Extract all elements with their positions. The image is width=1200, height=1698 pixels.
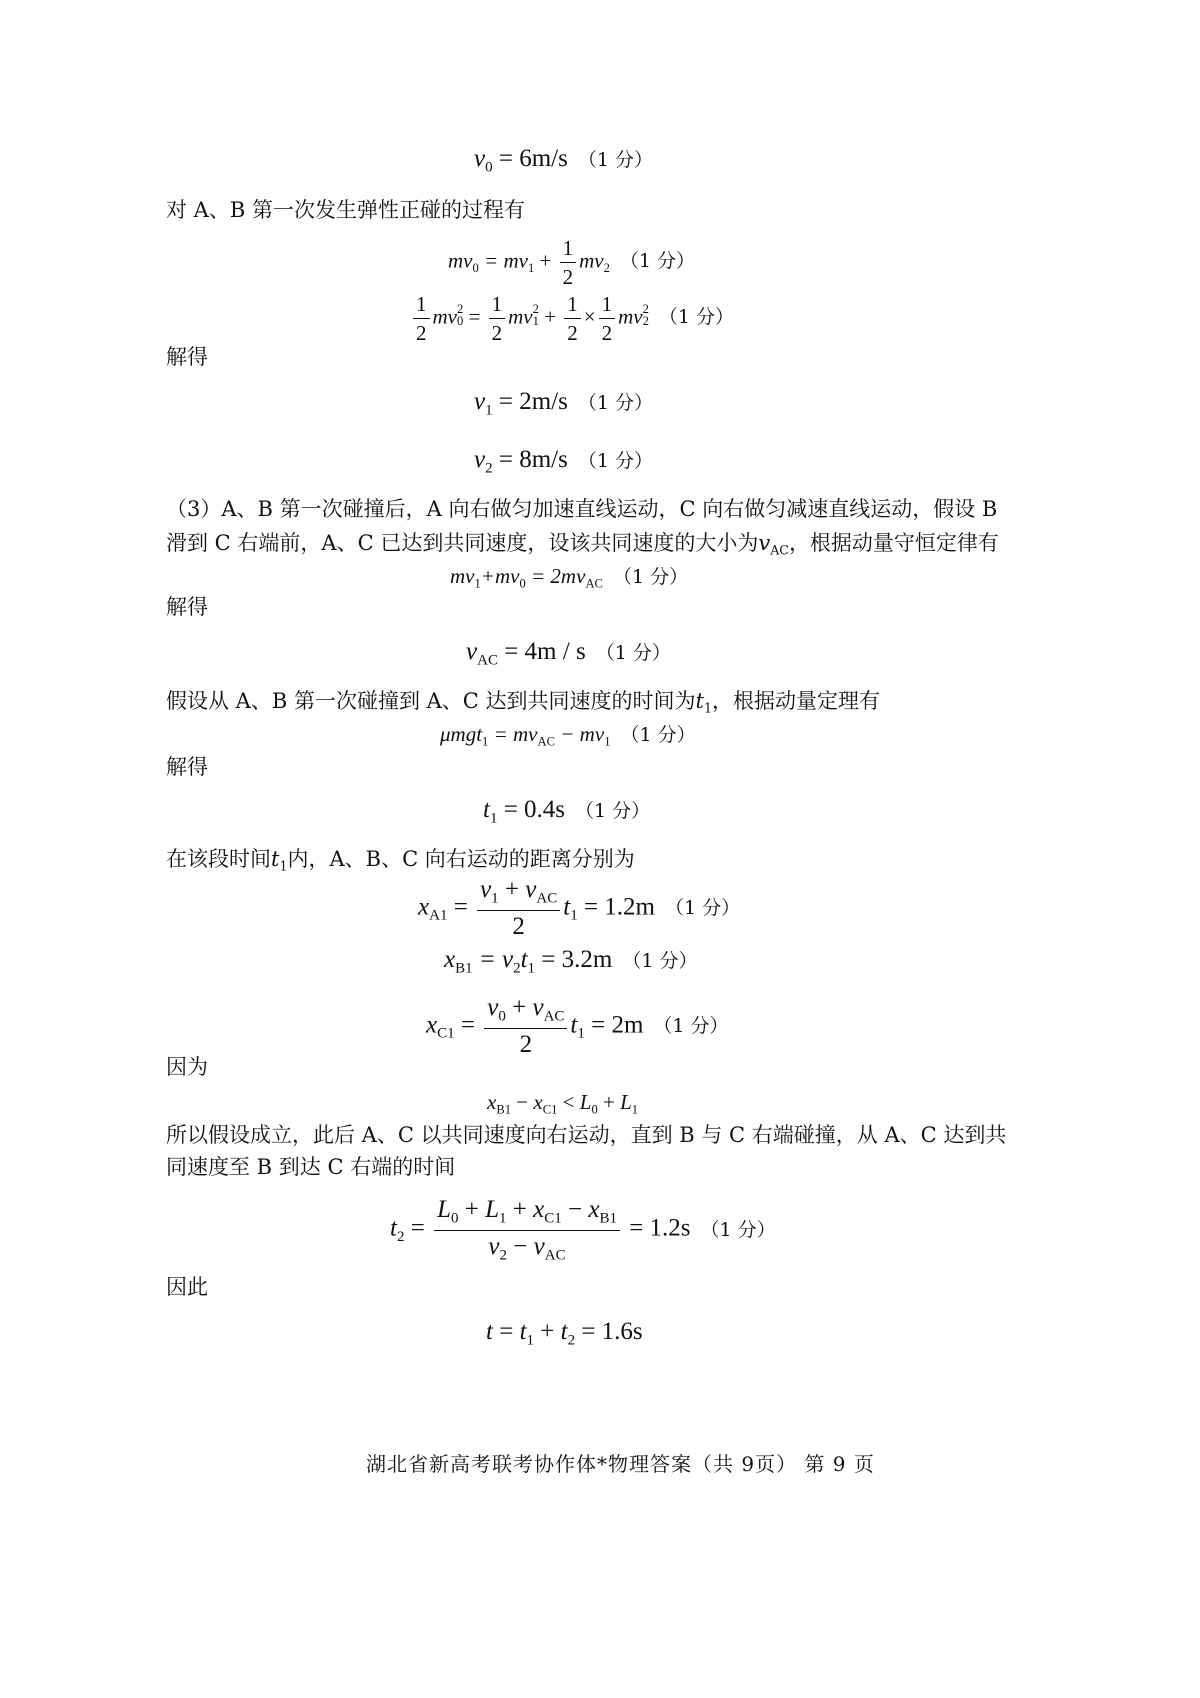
score-mark: （1 分） xyxy=(577,149,653,171)
score-mark: （1 分） xyxy=(612,566,689,588)
paragraph: 解得 xyxy=(166,345,208,369)
equation-t1: $t_1 = 0.4s$ （1 分） xyxy=(483,796,651,827)
score-mark: （1 分） xyxy=(622,950,698,972)
equation-v1: $v_1 = 2m/s$ （1 分） xyxy=(474,388,653,419)
equation-inequality: $x_{B1} - x_{C1} < L_0 + L_1$ xyxy=(487,1090,639,1117)
score-mark: （1 分） xyxy=(653,1015,729,1038)
equation-momentum-conservation: $mv_0 = mv_1$ + $\frac{1}{2}$ $mv_2$ （1 分） xyxy=(448,236,696,290)
paragraph: 所以假设成立，此后 A、C 以共同速度向右运动，直到 B 与 C 右端碰撞，从 A、C 达到共 xyxy=(166,1123,1007,1147)
equation-xB1: $x_{B1} = v_2t_1 = 3.2m$ （1 分） xyxy=(444,946,698,977)
score-mark: （1 分） xyxy=(620,724,696,746)
equation-xA1: $x_{A1}$ = $\frac{v_1 + v_{AC}}{2}$ $t_1 = 1.2m$ （1 分） xyxy=(418,876,741,940)
paragraph: 因为 xyxy=(166,1055,208,1079)
fraction: $\frac{1}{2}$ xyxy=(413,292,430,345)
fraction: $\frac{L_0 + L_1 + x_{C1} - x_{B1}}{v_2 - v_{AC}}$ xyxy=(434,1196,620,1264)
equation-common-velocity: $mv_1+mv_0 = 2mv_{AC}$ （1 分） xyxy=(450,564,689,591)
fraction: $\frac{1}{2}$ xyxy=(599,292,616,345)
equation-xC1: $x_{C1}$ = $\frac{v_0 + v_{AC}}{2}$ $t_1 = 2m$ （1 分） xyxy=(426,994,729,1058)
equation-v0: $v_0 = 6m/s$ （1 分） xyxy=(474,145,653,176)
paragraph: 因此 xyxy=(166,1275,208,1299)
paragraph: 在该段时间$t_1$内，A、B、C 向右运动的距离分别为 xyxy=(166,847,635,874)
equation-total-time: $t = t_1 + t_2 = 1.6s$ xyxy=(486,1318,643,1349)
equation-t2: $t_2$ = $\frac{L_0 + L_1 + x_{C1} - x_{B1}}{v_2 - v_{AC}}$ = 1.2s （1 分） xyxy=(390,1196,776,1263)
score-mark: （1 分） xyxy=(577,450,653,472)
fraction: $\frac{1}{2}$ xyxy=(564,292,581,345)
score-mark: （1 分） xyxy=(575,800,651,822)
paragraph: （3）A、B 第一次碰撞后，A 向右做匀加速直线运动，C 向右做匀减速直线运动，假设 B xyxy=(166,497,998,521)
fraction: $\frac{v_1 + v_{AC}}{2}$ xyxy=(477,876,560,941)
score-mark: （1 分） xyxy=(658,306,735,329)
paragraph: 解得 xyxy=(166,755,208,779)
fraction: $\frac{1}{2}$ xyxy=(489,292,506,345)
equation-impulse: $\mu mgt_1 = mv_{AC} - mv_1$ （1 分） xyxy=(440,722,696,749)
fraction: $\frac{1}{2}$ xyxy=(560,236,577,289)
paragraph: 解得 xyxy=(166,595,208,619)
fraction: $\frac{v_0 + v_{AC}}{2}$ xyxy=(484,994,567,1059)
score-mark: （1 分） xyxy=(664,897,741,920)
paragraph: 滑到 C 右端前，A、C 已达到共同速度，设该共同速度的大小为$v_{AC}$，根据动量守恒定律有 xyxy=(166,531,999,558)
paragraph: 对 A、B 第一次发生弹性正碰的过程有 xyxy=(166,198,525,222)
score-mark: （1 分） xyxy=(700,1218,776,1241)
equation-v2: $v_2 = 8m/s$ （1 分） xyxy=(474,446,653,477)
page-footer: 湖北省新高考联考协作体*物理答案（共 9页） 第 9 页 xyxy=(366,1452,875,1476)
equation-energy-conservation: $\frac{1}{2}$ mv 2 0 = $\frac{1}{2}$ mv 2 1 + $\frac{1}{2}$ × $\frac{1}{2}$ mv 2 2 （1 分） xyxy=(410,292,734,345)
paragraph: 假设从 A、B 第一次碰撞到 A、C 达到共同速度的时间为$t_1$，根据动量定理有 xyxy=(166,689,880,716)
score-mark: （1 分） xyxy=(595,642,671,664)
paragraph: 同速度至 B 到达 C 右端的时间 xyxy=(166,1155,456,1179)
score-mark: （1 分） xyxy=(619,250,696,273)
score-mark: （1 分） xyxy=(577,392,653,414)
equation-vAC: $v_{AC} = 4m / s$ （1 分） xyxy=(466,638,671,669)
